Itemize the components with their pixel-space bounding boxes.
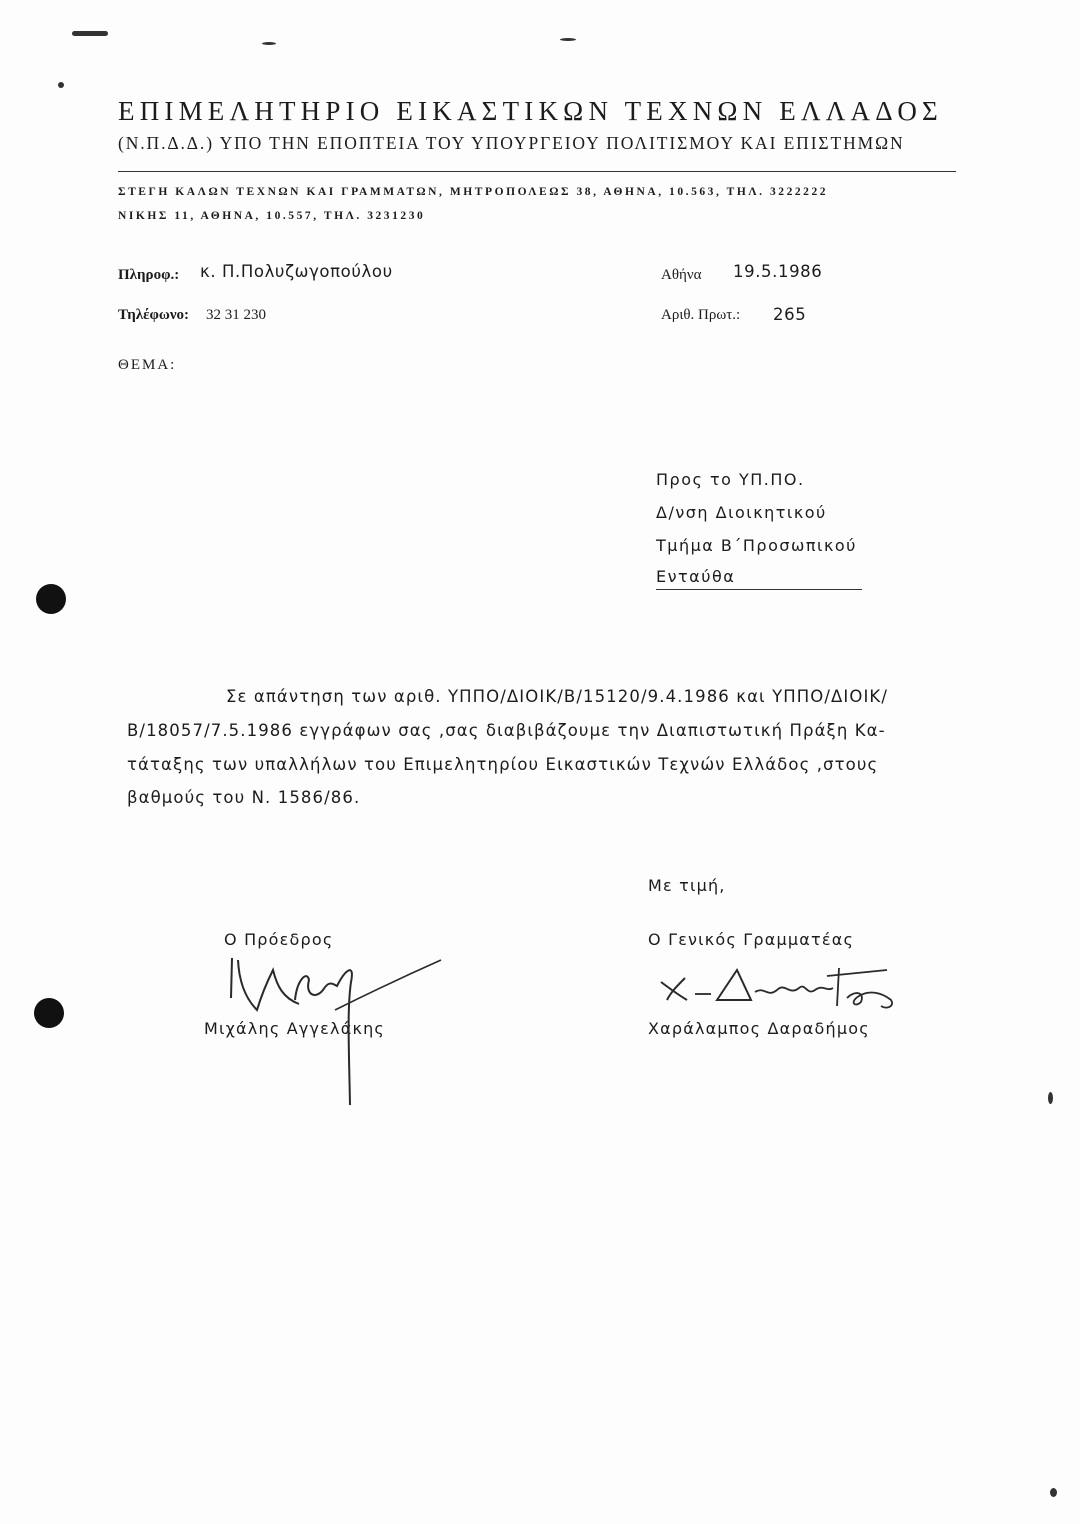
phone-label: Τηλέφωνο: bbox=[118, 307, 190, 323]
body-line-1: Σε απάντηση των αριθ. ΥΠΠΟ/ΔΙΟΙΚ/Β/15120/9.4.1986 και ΥΠΠΟ/ΔΙΟΙΚ/ bbox=[226, 687, 889, 706]
body-line-3: τάταξης των υπαλλήλων του Επιμελητηρίου Εικαστικών Τεχνών Ελλάδος ,στους bbox=[127, 755, 879, 774]
recipient-line-4: Ενταύθα bbox=[656, 567, 736, 586]
recipient-line-3: Τμήμα Β΄Προσωπικού bbox=[656, 536, 857, 555]
scan-speck bbox=[262, 42, 276, 45]
president-signature bbox=[205, 940, 445, 1110]
secretary-signature bbox=[655, 962, 905, 1022]
info-label: Πληροφ.: bbox=[118, 267, 180, 283]
info-value: κ. Π.Πολυζωγοπούλου bbox=[200, 262, 393, 281]
address-line-2: ΝΙΚΗΣ 11, ΑΘΗΝΑ, 10.557, ΤΗΛ. 3231230 bbox=[118, 210, 426, 222]
body-line-4: βαθμούς του Ν. 1586/86. bbox=[127, 788, 361, 807]
scan-speck bbox=[58, 82, 64, 88]
recipient-line-1: Προς το ΥΠ.ΠΟ. bbox=[656, 470, 805, 489]
place-label: Αθήνα bbox=[661, 267, 702, 283]
president-name: Μιχάλης Αγγελάκης bbox=[204, 1019, 386, 1038]
scan-speck bbox=[72, 31, 108, 36]
scan-speck bbox=[1050, 1488, 1057, 1497]
protocol-value: 265 bbox=[773, 305, 807, 324]
scan-speck bbox=[560, 38, 576, 41]
phone-value: 32 31 230 bbox=[206, 307, 266, 323]
punch-hole bbox=[34, 998, 64, 1028]
body-line-2: Β/18057/7.5.1986 εγγράφων σας ,σας διαβιβάζουμε την Διαπιστωτική Πράξη Κα- bbox=[127, 721, 886, 740]
recipient-line-2: Δ/νση Διοικητικού bbox=[656, 503, 827, 522]
recipient-underline bbox=[656, 589, 862, 590]
president-title: Ο Πρόεδρος bbox=[224, 930, 334, 949]
organization-name: ΕΠΙΜΕΛΗΤΗΡΙΟ ΕΙΚΑΣΤΙΚΩΝ ΤΕΧΝΩΝ ΕΛΛΑΔΟΣ bbox=[118, 96, 943, 126]
letterhead-divider bbox=[118, 171, 956, 172]
organization-subtitle: (Ν.Π.Δ.Δ.) ΥΠΟ ΤΗΝ ΕΠΟΠΤΕΙΑ ΤΟΥ ΥΠΟΥΡΓΕΙΟΥ ΠΟΛΙΤΙΣΜΟΥ ΚΑΙ ΕΠΙΣΤΗΜΩΝ bbox=[118, 133, 905, 153]
closing: Με τιμή, bbox=[648, 876, 726, 895]
subject-label: ΘΕΜΑ: bbox=[118, 357, 177, 373]
date-value: 19.5.1986 bbox=[733, 262, 823, 281]
secretary-name: Χαράλαμπος Δαραδήμος bbox=[648, 1019, 870, 1038]
address-line-1: ΣΤΕΓΗ ΚΑΛΩΝ ΤΕΧΝΩΝ ΚΑΙ ΓΡΑΜΜΑΤΩΝ, ΜΗΤΡΟΠΟΛΕΩΣ 38, ΑΘΗΝΑ, 10.563, ΤΗΛ. 3222222 bbox=[118, 186, 829, 198]
secretary-title: Ο Γενικός Γραμματέας bbox=[648, 930, 855, 949]
scan-speck bbox=[1048, 1092, 1053, 1104]
punch-hole bbox=[36, 584, 66, 614]
protocol-label: Αριθ. Πρωτ.: bbox=[661, 307, 741, 323]
